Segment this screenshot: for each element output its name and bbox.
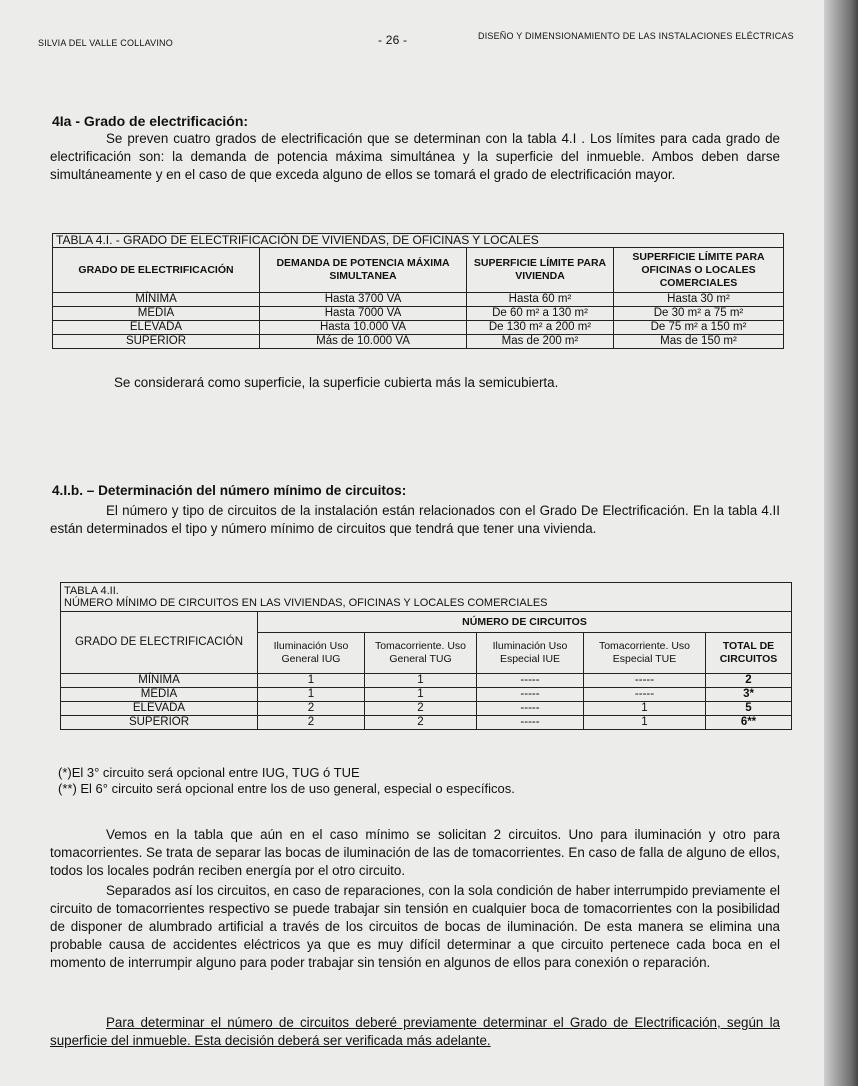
surface-note: Se considerará como superficie, la superficie cubierta más la semicubierta. (114, 375, 559, 390)
section-4ia-body (50, 130, 780, 184)
table-cell: ----- (477, 716, 584, 730)
table-cell: Hasta 30 m² (614, 293, 784, 307)
t2-header-group: NÚMERO DE CIRCUITOS (258, 612, 792, 633)
table-4-2-caption-line2: NÚMERO MÍNIMO DE CIRCUITOS EN LAS VIVIENDAS, OFICINAS Y LOCALES COMERCIALES (64, 597, 548, 609)
table-cell: 1 (258, 674, 365, 688)
table-row (61, 688, 792, 702)
paragraph-tabla-text: Vemos en la tabla que aún en el caso mínimo se solicitan 2 circuitos. Uno para iluminación y otro para tomacorrientes. Se trata de separar las bocas de iluminación de las de tomacorrientes. En caso de falla de alguno de ellos, todos los locales podrán reciben energía por el otro circuito. (50, 827, 780, 878)
section-4ib-body (50, 502, 780, 538)
table-4-2-caption (61, 583, 792, 612)
table-4-2-caption-line1: TABLA 4.II. (64, 585, 119, 597)
table-cell: Hasta 10.000 VA (260, 321, 467, 335)
table-cell: 2 (258, 716, 365, 730)
t2-header-iue: Iluminación Uso Especial IUE (477, 633, 584, 674)
table-cell: Hasta 3700 VA (260, 293, 467, 307)
header-book-title: DISEÑO Y DIMENSIONAMIENTO DE LAS INSTALACIONES ELÉCTRICAS (478, 31, 794, 41)
table-cell: SUPERIOR (61, 716, 258, 730)
table-cell: ----- (477, 674, 584, 688)
table-cell: De 30 m² a 75 m² (614, 307, 784, 321)
paragraph-determinar (50, 1014, 780, 1050)
table-cell: MÍNIMA (53, 293, 260, 307)
header-page-number: - 26 - (378, 33, 408, 47)
table-cell: Más de 10.000 VA (260, 335, 467, 349)
table-cell: 2 (365, 716, 477, 730)
page-edge-shadow (824, 0, 858, 1086)
table-cell: 2 (365, 702, 477, 716)
t1-header-grado: GRADO DE ELECTRIFICACIÓN (53, 248, 260, 293)
paragraph-separados (50, 882, 780, 972)
t2-header-iug: Iluminación Uso General IUG (258, 633, 365, 674)
table-4-1-caption: TABLA 4.I. - GRADO DE ELECTRIFICACIÓN DE VIVIENDAS, DE OFICINAS Y LOCALES (53, 234, 784, 248)
t2-header-total: TOTAL DE CIRCUITOS (706, 633, 792, 674)
table-cell: 3* (706, 688, 792, 702)
table-note-2: (**) El 6° circuito será opcional entre los de uso general, especial o específicos. (58, 781, 515, 796)
section-4ib-text: El número y tipo de circuitos de la instalación están relacionados con el Grado De Electrificación. En la tabla 4.II están determinados el tipo y número mínimo de circuitos que tendrá que tener una vivienda. (50, 503, 780, 536)
t1-header-oficinas: SUPERFICIE LÍMITE PARA OFICINAS O LOCALES COMERCIALES (614, 248, 784, 293)
table-cell: 1 (584, 716, 706, 730)
paragraph-tabla (50, 826, 780, 880)
table-cell: SUPERIOR (53, 335, 260, 349)
t2-header-tue: Tomacorriente. Uso Especial TUE (584, 633, 706, 674)
table-cell: ELEVADA (53, 321, 260, 335)
table-cell: 5 (706, 702, 792, 716)
t2-header-tug: Tomacorriente. Uso General TUG (365, 633, 477, 674)
table-row (61, 674, 792, 688)
table-cell: Hasta 60 m² (467, 293, 614, 307)
table-cell: 2 (258, 702, 365, 716)
t2-header-grado: GRADO DE ELECTRIFICACIÓN (61, 612, 258, 674)
table-cell: ----- (477, 688, 584, 702)
section-title-4ib: 4.I.b. – Determinación del número mínimo de circuitos: (52, 483, 407, 498)
table-cell: De 75 m² a 150 m² (614, 321, 784, 335)
table-cell: MEDIA (53, 307, 260, 321)
table-cell: ----- (477, 702, 584, 716)
table-cell: MEDIA (61, 688, 258, 702)
table-row (53, 321, 784, 335)
table-row (61, 702, 792, 716)
table-note-1: (*)El 3° circuito será opcional entre IUG, TUG ó TUE (58, 765, 360, 780)
table-row (53, 307, 784, 321)
table-cell: MÍNIMA (61, 674, 258, 688)
paragraph-separados-text: Separados así los circuitos, en caso de reparaciones, con la sola condición de haber interrumpido previamente el circuito de tomacorrientes respectivo se puede trabajar sin tensión en cualquier boca de tomacorrientes con la posibilidad de disponer de alumbrado artificial a través de los circuitos de bocas de iluminación. De esta manera se elimina una probable causa de accidentes eléctricos ya que es muy difícil determinar a que circuito pertenece cada boca en el momento de interrumpir alguno para poder trabajar sin tensión en algunos de ellos para conexión o reparación. (50, 883, 780, 970)
table-row (53, 293, 784, 307)
table-cell: 1 (258, 688, 365, 702)
section-4ia-text: Se preven cuatro grados de electrificación que se determinan con la tabla 4.I . Los límites para cada grado de electrificación son: la demanda de potencia máxima simultánea y la superficie del inmueble. Ambos deben darse simultáneamente y en el caso de que exceda alguno de ellos se tomará el grado de electrificación mayor. (50, 131, 780, 182)
table-cell: De 130 m² a 200 m² (467, 321, 614, 335)
table-cell: ----- (584, 674, 706, 688)
table-cell: Mas de 200 m² (467, 335, 614, 349)
table-cell: De 60 m² a 130 m² (467, 307, 614, 321)
table-row (61, 716, 792, 730)
table-cell: 1 (365, 688, 477, 702)
t1-header-vivienda: SUPERFICIE LÍMITE PARA VIVIENDA (467, 248, 614, 293)
table-cell: ELEVADA (61, 702, 258, 716)
table-cell: ----- (584, 688, 706, 702)
table-cell: 1 (365, 674, 477, 688)
table-4-1 (52, 233, 784, 349)
table-4-2 (60, 582, 792, 730)
table-cell: Mas de 150 m² (614, 335, 784, 349)
table-cell: 6** (706, 716, 792, 730)
table-cell: Hasta 7000 VA (260, 307, 467, 321)
table-cell: 1 (584, 702, 706, 716)
table-cell: 2 (706, 674, 792, 688)
section-title-4ia: 4Ia - Grado de electrificación: (52, 113, 249, 129)
paragraph-determinar-text: Para determinar el número de circuitos deberé previamente determinar el Grado de Electrificación, según la superficie del inmueble. Esta decisión deberá ser verificada más adelante. (50, 1015, 780, 1048)
header-author: SILVIA DEL VALLE COLLAVINO (38, 38, 173, 48)
table-row (53, 335, 784, 349)
t1-header-demanda: DEMANDA DE POTENCIA MÁXIMA SIMULTANEA (260, 248, 467, 293)
